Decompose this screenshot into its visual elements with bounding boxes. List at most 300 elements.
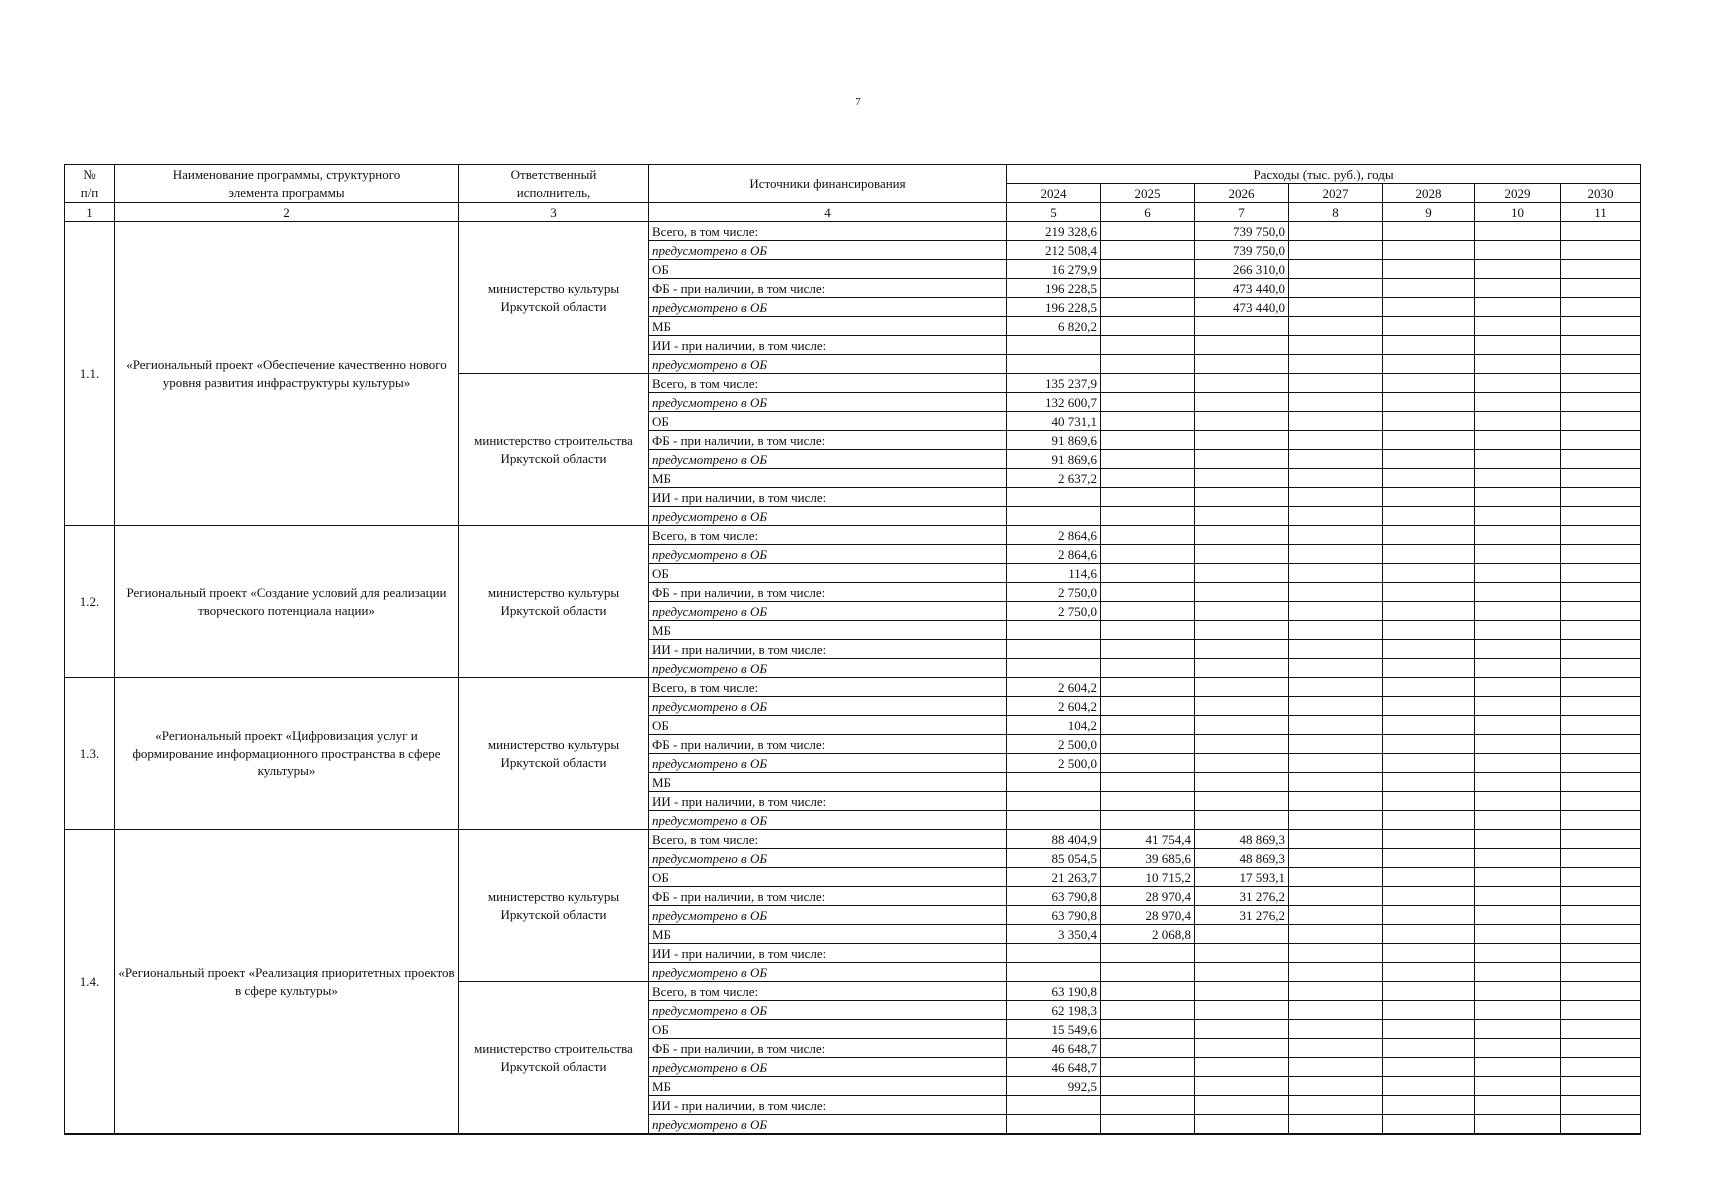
amount-cell [1007,1115,1101,1135]
amount-cell [1475,659,1561,678]
amount-cell [1561,545,1641,564]
funding-source: ИИ - при наличии, в том числе: [649,640,1007,659]
amount-cell [1561,1115,1641,1135]
amount-cell [1195,754,1289,773]
funding-source: ФБ - при наличии, в том числе: [649,887,1007,906]
amount-cell [1475,1039,1561,1058]
amount-cell [1475,1020,1561,1039]
amount-cell [1561,982,1641,1001]
amount-cell [1561,754,1641,773]
executor-header [459,165,649,203]
amount-cell [1101,507,1195,526]
amount-cell [1561,1077,1641,1096]
amount-cell [1195,488,1289,507]
amount-cell [1475,944,1561,963]
amount-cell [1007,355,1101,374]
amount-cell [1561,488,1641,507]
amount-cell: 2 637,2 [1007,469,1101,488]
column-number: 9 [1383,203,1475,222]
amount-cell: 17 593,1 [1195,868,1289,887]
amount-cell [1101,298,1195,317]
amount-cell [1561,640,1641,659]
amount-cell [1561,811,1641,830]
amount-cell [1383,830,1475,849]
project-name: Региональный проект «Создание условий для реализации творческого потенциала нации» [115,526,459,678]
amount-cell: 31 276,2 [1195,906,1289,925]
amount-cell [1475,431,1561,450]
amount-cell [1195,450,1289,469]
amount-cell [1475,906,1561,925]
amount-cell: 2 604,2 [1007,697,1101,716]
amount-cell [1561,1020,1641,1039]
amount-cell [1195,944,1289,963]
amount-cell [1383,792,1475,811]
amount-cell [1289,944,1383,963]
amount-cell [1101,393,1195,412]
amount-cell: 104,2 [1007,716,1101,735]
project-number: 1.4. [65,830,115,1135]
funding-source: предусмотрено в ОБ [649,697,1007,716]
year-header: 2025 [1101,184,1195,203]
amount-cell: 16 279,9 [1007,260,1101,279]
amount-cell [1289,469,1383,488]
funding-source: ОБ [649,564,1007,583]
amount-cell: 3 350,4 [1007,925,1101,944]
amount-cell [1195,1077,1289,1096]
amount-cell [1101,1077,1195,1096]
funding-source: предусмотрено в ОБ [649,602,1007,621]
amount-cell [1289,507,1383,526]
amount-cell [1383,1020,1475,1039]
amount-cell: 473 440,0 [1195,279,1289,298]
amount-cell [1195,963,1289,982]
amount-cell [1383,773,1475,792]
amount-cell [1475,754,1561,773]
amount-cell [1383,393,1475,412]
amount-cell [1195,317,1289,336]
amount-cell [1383,944,1475,963]
amount-cell [1289,241,1383,260]
num-header-line-2: п/п [80,184,99,200]
amount-cell [1289,868,1383,887]
table-body [65,222,1641,1135]
amount-cell [1101,1096,1195,1115]
amount-cell [1101,1115,1195,1135]
name-header-line-2: элемента программы [228,184,345,200]
amount-cell: 39 685,6 [1101,849,1195,868]
amount-cell [1101,697,1195,716]
funding-source: МБ [649,317,1007,336]
amount-cell [1289,317,1383,336]
amount-cell: 31 276,2 [1195,887,1289,906]
amount-cell [1289,811,1383,830]
amount-cell: 88 404,9 [1007,830,1101,849]
amount-cell [1383,849,1475,868]
amount-cell [1195,602,1289,621]
amount-cell [1101,336,1195,355]
amount-cell [1289,640,1383,659]
amount-cell: 2 750,0 [1007,602,1101,621]
amount-cell [1101,222,1195,241]
funding-source: ИИ - при наличии, в том числе: [649,944,1007,963]
amount-cell [1289,298,1383,317]
amount-cell [1475,279,1561,298]
amount-cell [1289,735,1383,754]
amount-cell [1195,1039,1289,1058]
amount-cell [1007,963,1101,982]
amount-cell [1561,336,1641,355]
amount-cell: 41 754,4 [1101,830,1195,849]
funding-source: ОБ [649,1020,1007,1039]
amount-cell [1475,469,1561,488]
funding-source: предусмотрено в ОБ [649,355,1007,374]
amount-cell [1101,431,1195,450]
funding-source: ИИ - при наличии, в том числе: [649,336,1007,355]
table-row [65,222,1641,241]
amount-cell [1475,963,1561,982]
amount-cell [1101,1020,1195,1039]
amount-cell [1383,1077,1475,1096]
funding-source: Всего, в том числе: [649,222,1007,241]
amount-cell [1475,298,1561,317]
column-number-row [65,203,1641,222]
amount-cell [1561,298,1641,317]
amount-cell [1195,545,1289,564]
amount-cell [1561,241,1641,260]
amount-cell [1383,545,1475,564]
amount-cell [1101,716,1195,735]
amount-cell [1195,355,1289,374]
amount-cell: 992,5 [1007,1077,1101,1096]
project-name: «Региональный проект «Обеспечение качественно нового уровня развития инфраструктуры культуры» [115,222,459,526]
executor-header-line-2: исполнитель, [516,184,591,200]
amount-cell [1383,469,1475,488]
amount-cell [1289,697,1383,716]
amount-cell [1383,412,1475,431]
amount-cell [1101,260,1195,279]
amount-cell [1383,1058,1475,1077]
amount-cell [1383,982,1475,1001]
amount-cell [1383,1096,1475,1115]
project-name: «Региональный проект «Цифровизация услуг и формирование информационного пространства в сфере культуры» [115,678,459,830]
funding-source: предусмотрено в ОБ [649,1058,1007,1077]
amount-cell [1289,1058,1383,1077]
funding-source: Всего, в том числе: [649,982,1007,1001]
amount-cell [1195,507,1289,526]
amount-cell: 2 604,2 [1007,678,1101,697]
amount-cell [1383,317,1475,336]
amount-cell [1383,697,1475,716]
amount-cell: 48 869,3 [1195,830,1289,849]
num-header [65,165,115,203]
executor-name: министерство строительства Иркутской области [459,374,649,526]
column-number: 3 [459,203,649,222]
amount-cell [1289,374,1383,393]
amount-cell: 739 750,0 [1195,241,1289,260]
amount-cell [1195,374,1289,393]
amount-cell [1195,735,1289,754]
amount-cell [1383,887,1475,906]
amount-cell [1383,241,1475,260]
amount-cell [1101,982,1195,1001]
amount-cell: 739 750,0 [1195,222,1289,241]
amount-cell [1561,602,1641,621]
amount-cell [1289,621,1383,640]
amount-cell [1195,564,1289,583]
amount-cell [1561,849,1641,868]
funding-source: предусмотрено в ОБ [649,849,1007,868]
amount-cell [1289,792,1383,811]
amount-cell [1289,1077,1383,1096]
amount-cell [1195,773,1289,792]
amount-cell [1101,678,1195,697]
amount-cell [1475,735,1561,754]
funding-source: предусмотрено в ОБ [649,241,1007,260]
amount-cell [1195,792,1289,811]
amount-cell [1195,621,1289,640]
budget-table [64,164,1641,1135]
amount-cell [1289,906,1383,925]
project-number: 1.3. [65,678,115,830]
table-row [65,678,1641,697]
amount-cell [1101,241,1195,260]
amount-cell [1561,792,1641,811]
header-row-1 [65,165,1641,184]
amount-cell [1383,602,1475,621]
column-number: 8 [1289,203,1383,222]
amount-cell [1561,374,1641,393]
funding-source: ИИ - при наличии, в том числе: [649,488,1007,507]
amount-cell [1561,925,1641,944]
amount-cell [1289,678,1383,697]
amount-cell: 48 869,3 [1195,849,1289,868]
amount-cell [1383,1115,1475,1135]
amount-cell [1289,754,1383,773]
amount-cell [1561,678,1641,697]
amount-cell [1101,545,1195,564]
funding-source: ОБ [649,716,1007,735]
year-header: 2028 [1383,184,1475,203]
amount-cell [1561,355,1641,374]
project-number: 1.2. [65,526,115,678]
amount-cell [1289,1096,1383,1115]
amount-cell [1561,963,1641,982]
project-name: «Региональный проект «Реализация приоритетных проектов в сфере культуры» [115,830,459,1135]
amount-cell [1475,1077,1561,1096]
year-header: 2026 [1195,184,1289,203]
funding-source: Всего, в том числе: [649,374,1007,393]
funding-source: предусмотрено в ОБ [649,906,1007,925]
amount-cell [1561,564,1641,583]
amount-cell [1289,564,1383,583]
amount-cell [1383,222,1475,241]
amount-cell [1475,792,1561,811]
funding-source: предусмотрено в ОБ [649,963,1007,982]
amount-cell: 28 970,4 [1101,906,1195,925]
amount-cell [1561,1096,1641,1115]
amount-cell [1475,374,1561,393]
amount-cell [1383,868,1475,887]
amount-cell [1289,659,1383,678]
amount-cell: 2 864,6 [1007,526,1101,545]
funding-source: предусмотрено в ОБ [649,1115,1007,1135]
amount-cell [1289,583,1383,602]
funding-source: предусмотрено в ОБ [649,811,1007,830]
amount-cell [1007,659,1101,678]
amount-cell [1475,925,1561,944]
amount-cell [1195,982,1289,1001]
name-header [115,165,459,203]
amount-cell [1475,811,1561,830]
amount-cell [1383,640,1475,659]
amount-cell [1101,317,1195,336]
amount-cell [1289,773,1383,792]
funding-source: МБ [649,925,1007,944]
amount-cell: 62 198,3 [1007,1001,1101,1020]
amount-cell [1101,659,1195,678]
amount-cell [1475,336,1561,355]
amount-cell [1289,545,1383,564]
amount-cell [1561,906,1641,925]
amount-cell [1475,583,1561,602]
amount-cell [1101,773,1195,792]
amount-cell [1101,526,1195,545]
amount-cell: 219 328,6 [1007,222,1101,241]
amount-cell [1195,811,1289,830]
amount-cell [1561,887,1641,906]
executor-name: министерство культуры Иркутской области [459,222,649,374]
amount-cell [1289,982,1383,1001]
amount-cell: 91 869,6 [1007,450,1101,469]
amount-cell [1561,735,1641,754]
amount-cell [1101,1039,1195,1058]
amount-cell [1007,507,1101,526]
amount-cell: 2 068,8 [1101,925,1195,944]
amount-cell [1475,640,1561,659]
amount-cell [1007,640,1101,659]
amount-cell [1289,355,1383,374]
executor-name: министерство строительства Иркутской области [459,982,649,1135]
amount-cell [1289,887,1383,906]
column-number: 2 [115,203,459,222]
amount-cell [1383,925,1475,944]
amount-cell [1101,583,1195,602]
amount-cell: 2 500,0 [1007,735,1101,754]
amount-cell [1289,1039,1383,1058]
funding-source: ОБ [649,260,1007,279]
amount-cell [1289,602,1383,621]
column-number: 11 [1561,203,1641,222]
column-number: 1 [65,203,115,222]
amount-cell [1195,697,1289,716]
amount-cell: 46 648,7 [1007,1039,1101,1058]
amount-cell [1195,716,1289,735]
project-number: 1.1. [65,222,115,526]
amount-cell [1383,488,1475,507]
amount-cell [1195,1115,1289,1135]
amount-cell [1007,773,1101,792]
executor-header-line-1: Ответственный [510,166,597,182]
amount-cell [1007,621,1101,640]
amount-cell [1475,1001,1561,1020]
amount-cell [1475,830,1561,849]
amount-cell: 40 731,1 [1007,412,1101,431]
amount-cell [1475,241,1561,260]
amount-cell [1561,1058,1641,1077]
amount-cell [1383,450,1475,469]
amount-cell [1007,792,1101,811]
funding-source: Всего, в том числе: [649,678,1007,697]
amount-cell [1289,1001,1383,1020]
amount-cell [1475,773,1561,792]
executor-name: министерство культуры Иркутской области [459,830,649,982]
amount-cell [1101,963,1195,982]
year-header: 2029 [1475,184,1561,203]
amount-cell [1383,279,1475,298]
page-number: 7 [855,96,861,108]
amount-cell [1289,716,1383,735]
funding-source: предусмотрено в ОБ [649,545,1007,564]
amount-cell [1475,697,1561,716]
amount-cell [1475,849,1561,868]
amount-cell [1195,1001,1289,1020]
amount-cell [1195,412,1289,431]
amount-cell [1101,1001,1195,1020]
amount-cell [1475,868,1561,887]
amount-cell [1195,640,1289,659]
amount-cell [1475,317,1561,336]
amount-cell [1383,716,1475,735]
amount-cell [1475,222,1561,241]
amount-cell [1101,944,1195,963]
amount-cell [1007,488,1101,507]
amount-cell [1289,1115,1383,1135]
amount-cell [1561,260,1641,279]
amount-cell: 10 715,2 [1101,868,1195,887]
amount-cell [1383,678,1475,697]
funding-source: ФБ - при наличии, в том числе: [649,583,1007,602]
amount-cell [1561,507,1641,526]
funding-source: предусмотрено в ОБ [649,659,1007,678]
amount-cell: 196 228,5 [1007,298,1101,317]
amount-cell: 63 790,8 [1007,887,1101,906]
amount-cell [1101,450,1195,469]
amount-cell [1101,488,1195,507]
amount-cell [1289,336,1383,355]
amount-cell [1561,621,1641,640]
amount-cell [1289,1020,1383,1039]
amount-cell: 46 648,7 [1007,1058,1101,1077]
amount-cell [1475,887,1561,906]
amount-cell [1383,374,1475,393]
amount-cell [1195,1058,1289,1077]
amount-cell [1289,526,1383,545]
amount-cell [1101,279,1195,298]
amount-cell [1383,1001,1475,1020]
column-number: 7 [1195,203,1289,222]
num-header-line-1: № [83,166,96,182]
amount-cell [1561,944,1641,963]
amount-cell [1475,1115,1561,1135]
amount-cell [1195,659,1289,678]
amount-cell [1561,659,1641,678]
amount-cell [1475,621,1561,640]
amount-cell [1383,564,1475,583]
amount-cell [1007,811,1101,830]
amount-cell [1289,279,1383,298]
amount-cell [1561,412,1641,431]
amount-cell: 473 440,0 [1195,298,1289,317]
